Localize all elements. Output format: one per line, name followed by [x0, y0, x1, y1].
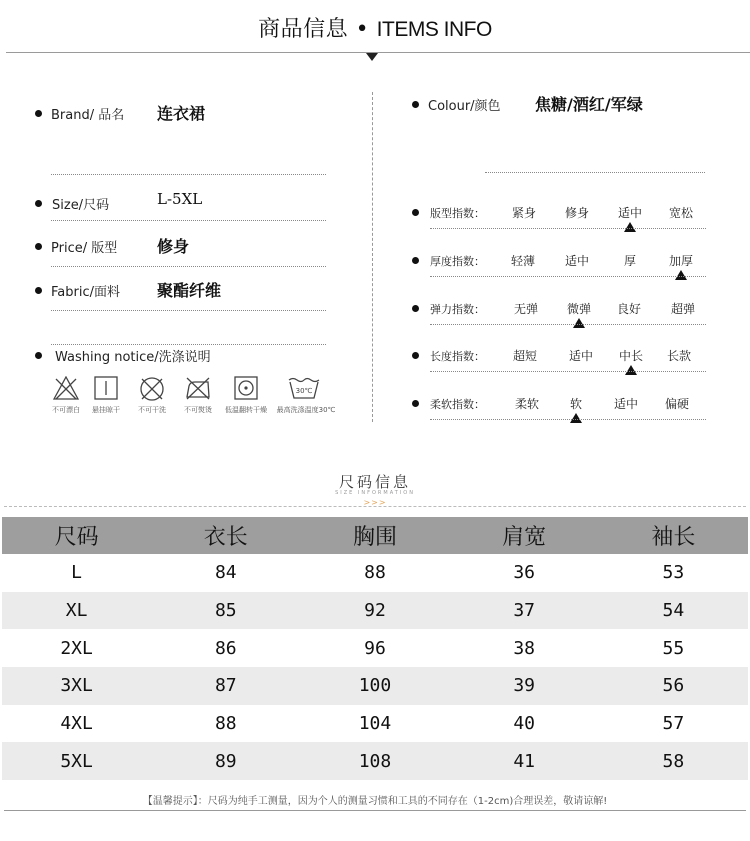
table-cell: 4XL: [60, 713, 93, 735]
size-bullet: [35, 200, 42, 207]
index-bullet: [412, 400, 419, 407]
price-label: Price/ 版型: [51, 241, 118, 256]
colour-label: Colour/颜色: [428, 99, 501, 114]
table-cell: 89: [151, 742, 300, 780]
table-cell: 57: [662, 713, 685, 735]
table-cell: 87: [151, 667, 300, 705]
colour-value: 焦糖/酒红/军绿: [535, 95, 643, 114]
table-cell: 40: [513, 713, 535, 735]
index-option: 加厚: [668, 254, 694, 268]
table-cell: 108: [300, 742, 449, 780]
table-cell: XL: [2, 592, 151, 630]
fabric-label: Fabric/面料: [51, 285, 120, 300]
size-table-header-cell: 尺码: [2, 517, 151, 554]
dotted-divider: [485, 172, 705, 173]
table-row: [2, 667, 748, 705]
brand-value: 连衣裙: [157, 104, 206, 123]
index-label: 弹力指数：: [430, 303, 485, 316]
header-triangle-icon: [366, 53, 378, 61]
table-cell: 2XL: [60, 637, 93, 659]
price-bullet: [35, 243, 42, 250]
table-cell: 84: [214, 562, 237, 584]
size-table-header-cell: 袖长: [599, 517, 748, 554]
size-divider: [4, 506, 746, 507]
table-row: [2, 705, 748, 743]
table-cell: 39: [450, 667, 599, 705]
index-option: 软: [569, 397, 583, 411]
table-cell: 3XL: [2, 667, 151, 705]
index-option: 紧身: [511, 206, 537, 220]
index-marker-icon: [624, 222, 636, 232]
index-bullet: [412, 209, 419, 216]
care-label: 不可熨烫: [184, 406, 212, 414]
index-option: 轻薄: [510, 254, 536, 268]
table-cell: 54: [599, 592, 748, 630]
dotted-divider: [430, 276, 706, 277]
index-bullet: [412, 352, 419, 359]
care-label: 低温翻转干燥: [225, 406, 267, 414]
washing-label: Washing notice/洗涤说明: [55, 350, 211, 365]
brand-bullet: [35, 110, 42, 117]
dotted-divider: [430, 371, 706, 372]
page-title: [0, 12, 750, 43]
index-option: 适中: [617, 206, 643, 220]
size-footnote: 【温馨提示】：尺码为纯手工测量，因为个人的测量习惯和工具的不同存在（1-2cm)合理误差，敬请谅解!: [142, 796, 608, 807]
table-cell: 36: [513, 562, 535, 584]
dotted-divider: [51, 266, 326, 267]
table-cell: 104: [358, 713, 392, 735]
index-marker-icon: [675, 270, 687, 280]
table-cell: 58: [599, 742, 748, 780]
table-cell: 37: [450, 592, 599, 630]
washing-bullet: [35, 352, 42, 359]
size-value: L-5XL: [157, 190, 203, 208]
size-table-header: [2, 517, 748, 554]
care-label: 不可干洗: [138, 406, 166, 414]
table-cell: 86: [214, 637, 237, 659]
table-cell: 53: [662, 562, 685, 584]
index-option: 适中: [613, 397, 639, 411]
dotted-divider: [430, 324, 706, 325]
size-section-subtitle: SIZE INFORMATION: [335, 490, 415, 496]
table-row: [2, 592, 748, 630]
table-row: [2, 629, 748, 667]
table-cell: 55: [662, 637, 685, 659]
dotted-divider: [51, 174, 326, 175]
index-bullet: [412, 305, 419, 312]
index-marker-icon: [570, 413, 582, 423]
chevrons-icon: >>>: [363, 498, 387, 507]
size-section-title: 尺码信息: [338, 473, 411, 491]
index-option: 适中: [568, 349, 594, 363]
table-cell: 96: [364, 637, 386, 659]
index-option: 良好: [616, 302, 642, 316]
size-table-header-cell: 衣长: [151, 517, 300, 554]
dotted-divider: [430, 228, 706, 229]
dotted-divider: [430, 419, 706, 420]
index-option: 微弹: [566, 302, 592, 316]
index-option: 超弹: [670, 302, 696, 316]
index-option: 长款: [666, 349, 692, 363]
index-label: 长度指数：: [430, 350, 485, 363]
index-label: 柔软指数：: [430, 398, 485, 411]
size-table-header-cell: 胸围: [300, 517, 449, 554]
dotted-divider: [51, 220, 326, 221]
table-row: [2, 742, 748, 780]
fabric-bullet: [35, 287, 42, 294]
index-option: 适中: [564, 254, 590, 268]
brand-label: Brand/ 品名: [51, 108, 125, 123]
care-label: 最高洗涤温度30℃: [276, 406, 336, 414]
index-bullet: [412, 257, 419, 264]
title-en: ITEMS INFO: [376, 18, 492, 41]
table-cell: 38: [513, 637, 535, 659]
header-divider: [6, 52, 750, 53]
care-label: 不可漂白: [52, 406, 80, 414]
index-option: 修身: [564, 206, 590, 220]
title-cn: 商品信息: [258, 17, 349, 42]
index-option: 超短: [512, 349, 538, 363]
table-cell: 92: [300, 592, 449, 630]
dotted-divider: [51, 310, 326, 311]
fabric-value: 聚酯纤维: [157, 281, 222, 300]
table-cell: 41: [450, 742, 599, 780]
table-cell: 56: [599, 667, 748, 705]
care-label: 悬挂晾干: [92, 406, 120, 414]
index-option: 无弹: [513, 302, 539, 316]
table-row: [2, 554, 748, 592]
wash-temp: 30℃: [295, 387, 313, 395]
column-divider: [372, 92, 373, 422]
index-option: 柔软: [514, 397, 540, 411]
table-cell: 100: [300, 667, 449, 705]
table-cell: L: [71, 562, 83, 584]
index-option: 宽松: [668, 206, 694, 220]
size-table: [2, 517, 748, 780]
index-option: 厚: [623, 254, 637, 268]
index-option: 偏硬: [664, 397, 690, 411]
size-table-header-cell: 肩宽: [450, 517, 599, 554]
colour-bullet: [412, 101, 419, 108]
dotted-divider: [51, 344, 326, 345]
table-cell: 85: [151, 592, 300, 630]
index-option: 中长: [618, 349, 644, 363]
footer-divider: [4, 810, 746, 811]
index-marker-icon: [573, 318, 585, 328]
index-marker-icon: [625, 365, 637, 375]
price-value: 修身: [157, 237, 190, 256]
index-label: 厚度指数：: [430, 255, 485, 268]
table-cell: 88: [364, 562, 386, 584]
size-label: Size/尺码: [52, 198, 110, 213]
index-label: 版型指数：: [430, 207, 485, 220]
table-cell: 88: [214, 713, 237, 735]
table-cell: 5XL: [2, 742, 151, 780]
title-bullet: •: [355, 17, 370, 42]
